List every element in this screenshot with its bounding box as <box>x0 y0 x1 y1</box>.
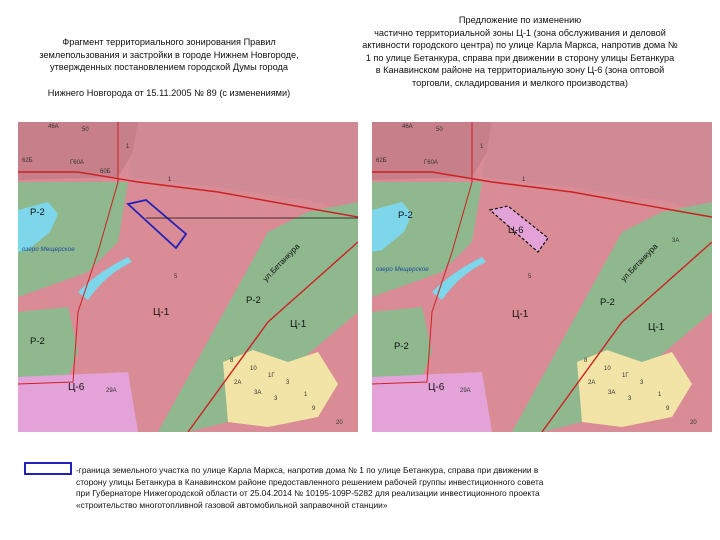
zone-label: Р-2 <box>394 341 409 352</box>
building-number: 9 <box>312 406 316 412</box>
building-number: 1 <box>168 177 172 183</box>
zone-label: Р-2 <box>600 297 615 308</box>
caption-left-line: Нижнего Новгорода от 15.11.2005 № 89 (с изменениями) <box>47 87 291 98</box>
building-number: 1 <box>522 177 526 183</box>
building-number: 46А <box>48 124 59 130</box>
building-number: 46А <box>402 124 413 130</box>
building-number: 3 <box>286 380 290 386</box>
lake-label: озеро Мещерское <box>22 246 75 253</box>
building-number: 62Б <box>22 158 33 164</box>
building-number: Г60А <box>70 160 84 166</box>
building-number: 5 <box>528 274 532 280</box>
building-number: 1 <box>304 392 308 398</box>
zone-label: Ц-1 <box>153 307 170 318</box>
building-number: Г60А <box>424 160 438 166</box>
building-number: 3 <box>628 396 632 402</box>
zone-label: Ц-1 <box>290 319 307 330</box>
street-label: ул.Бетанкура <box>618 241 660 284</box>
legend-line: «строительство многотопливной газовой автомобильной заправочной станции» <box>76 499 388 510</box>
legend-line: -граница земельного участка по улице Карла Маркса, напротив дома № 1 по улице Бетанкура, справа при движении в <box>76 465 539 475</box>
map-left-canvas <box>18 122 358 432</box>
zone-label: Ц-6 <box>428 382 445 393</box>
building-number: 1Г <box>268 373 275 379</box>
zone-label: Р-2 <box>30 336 45 347</box>
building-number: 9 <box>666 406 670 412</box>
zone-label: Ц-6 <box>68 382 85 393</box>
caption-right-line: активности городского центра) по улице Карла Маркса, напротив дома № <box>362 40 678 51</box>
building-number: 1 <box>658 392 662 398</box>
map-right-canvas <box>372 122 712 432</box>
building-number: 3А <box>608 390 616 396</box>
street-label: ул.Бетанкура <box>260 241 302 284</box>
zoning-map-current <box>18 122 358 432</box>
caption-left-line: Фрагмент территориального зонирования Правил <box>62 37 276 47</box>
building-number: 20 <box>336 420 343 426</box>
building-number: 10 <box>250 366 257 372</box>
legend-line: сторону улицы Бетанкура в Канавинском районе предоставленного решением рабочей группы инвестиционного совета <box>76 476 544 487</box>
parcel-boundary-legend-swatch <box>24 462 72 475</box>
building-number: 3А <box>254 390 262 396</box>
lake-label: озеро Мещерское <box>376 266 429 273</box>
building-number: 8 <box>584 358 588 364</box>
caption-right <box>330 14 710 90</box>
building-number: 62Б <box>376 158 387 164</box>
zone-c6-fill <box>372 372 492 432</box>
zone-label: Р-2 <box>246 295 261 306</box>
building-number: 20 <box>690 420 697 426</box>
building-number: 1 <box>126 144 130 150</box>
caption-right-line: в Канавинском районе на территориальную зону Ц-6 (зона оптовой <box>375 65 665 76</box>
building-number: 2А <box>234 380 242 386</box>
building-number: 3 <box>640 380 644 386</box>
building-number: 60Б <box>100 169 111 175</box>
caption-right-line: Предложение по изменению <box>458 15 582 25</box>
zone-label: Ц-1 <box>648 322 665 333</box>
building-number: 10 <box>604 366 611 372</box>
legend-line: при Губернаторе Нижегородской области от 25.04.2014 № 10195-109Р-5282 для реализации инвестиционного проекта <box>76 488 540 498</box>
building-number: 29А <box>106 388 117 394</box>
building-number: 1Г <box>622 373 629 379</box>
building-number: 29А <box>460 388 471 394</box>
caption-right-line: 1 по улице Бетанкура, справа при движении в сторону улицы Бетанкура <box>365 52 675 63</box>
caption-left <box>18 36 320 99</box>
legend-text <box>76 465 676 511</box>
zoning-map-proposed <box>372 122 712 432</box>
building-number: 3 <box>274 396 278 402</box>
zone-label: Ц-6 <box>508 225 524 236</box>
building-number: 5 <box>174 274 178 280</box>
caption-left-line: землепользования и застройки в городе Нижнем Новгороде, <box>39 49 299 60</box>
zone-c6-fill <box>18 372 138 432</box>
zone-p2-south <box>18 307 78 382</box>
zone-label: Ц-1 <box>512 309 529 320</box>
caption-right-line: торговли, складирования и мелкого производства) <box>412 77 628 88</box>
building-number: 8 <box>230 358 234 364</box>
caption-left-line: утвержденных постановлением городской Думы города <box>50 62 288 73</box>
caption-right-line: частично территориальной зоны Ц-1 (зона обслуживания и деловой <box>374 27 666 38</box>
building-number: 3А <box>672 238 680 244</box>
zone-label: Р-2 <box>398 210 413 221</box>
building-number: 50 <box>82 127 89 133</box>
building-number: 1 <box>480 144 484 150</box>
building-number: 50 <box>436 127 443 133</box>
zone-label: Р-2 <box>30 207 45 218</box>
building-number: 2А <box>588 380 596 386</box>
